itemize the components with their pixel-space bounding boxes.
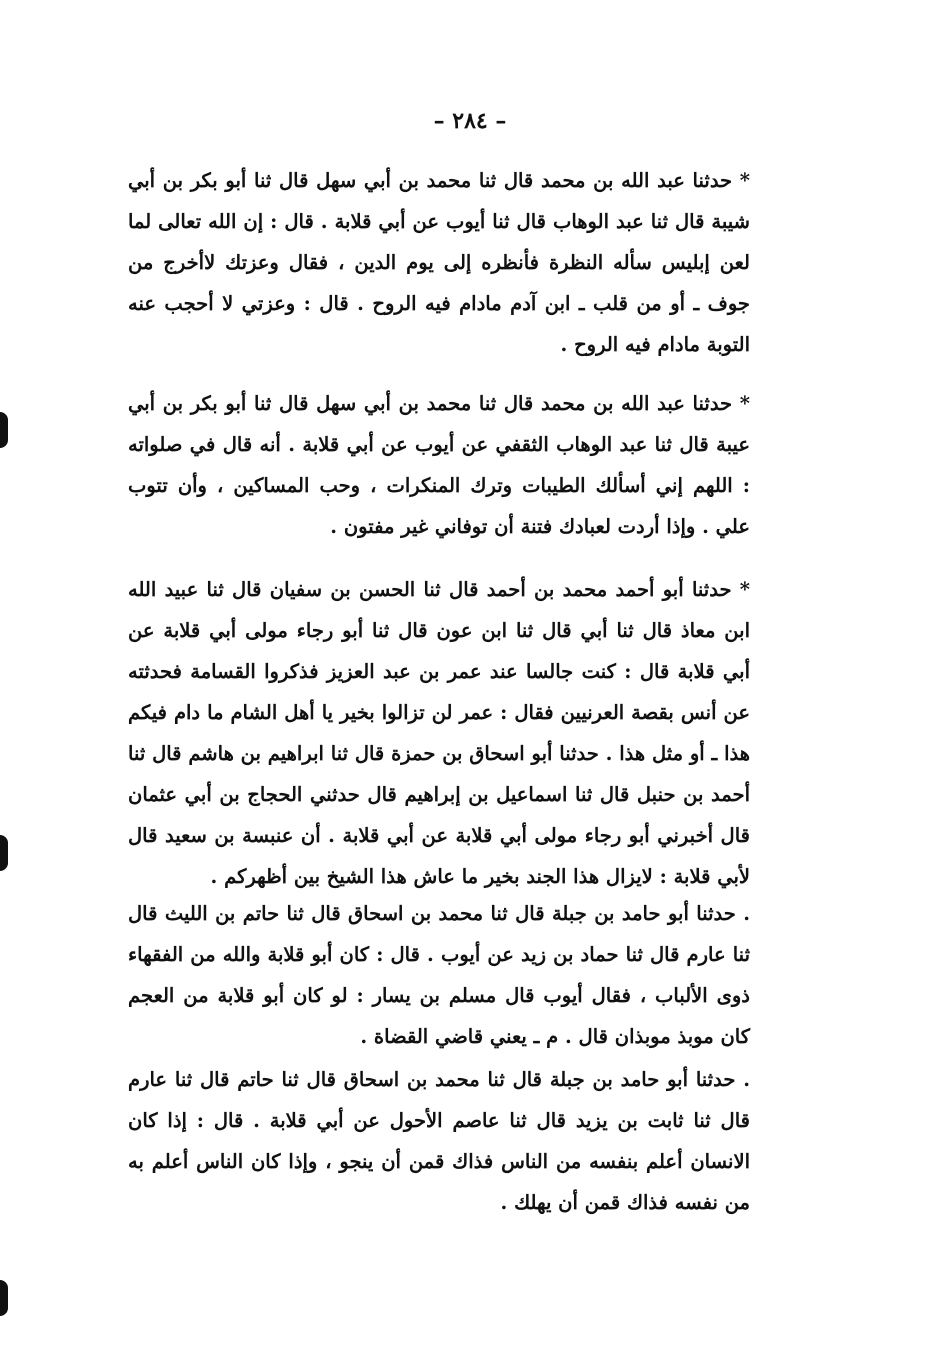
hadith-paragraph-4 (128, 893, 750, 1057)
hadith-paragraph-1 (128, 160, 750, 365)
paragraph-text: * حدثنا عبد الله بن محمد قال ثنا محمد بن أبي سهل قال ثنا أبو بكر بن أبي شيبة قال ثنا عبد الوهاب قال ثنا أيوب عن أبي قلابة . قال : إن الله تعالى لما لعن إبليس سأله النظرة فأنظره إلى يوم الدين ، فقال وعزتك لاأخرج من جوف ـ أو من قلب ـ ابن آدم مادام فيه الروح . قال : وعزتي لا أحجب عنه التوبة مادام فيه الروح . (128, 169, 750, 356)
hadith-paragraph-5 (128, 1059, 750, 1223)
binding-mark (0, 1280, 8, 1316)
hadith-paragraph-2 (128, 383, 750, 547)
binding-mark (0, 412, 8, 448)
paragraph-text: . حدثنا أبو حامد بن جبلة قال ثنا محمد بن اسحاق قال ثنا حاتم قال ثنا عارم قال ثنا ثابت بن يزيد قال ثنا عاصم الأحول عن أبي قلابة . قال : إذا كان الانسان أعلم بنفسه من الناس فذاك قمن أن ينجو ، وإذا كان الناس أعلم به من نفسه فذاك قمن أن يهلك . (128, 1068, 750, 1214)
hadith-paragraph-3 (128, 569, 750, 897)
page-number: – ٢٨٤ – (433, 108, 507, 134)
paragraph-text: . حدثنا أبو حامد بن جبلة قال ثنا محمد بن اسحاق قال ثنا حاتم بن الليث قال ثنا عارم قال ثنا حماد بن زيد عن أيوب . قال : كان أبو قلابة والله من الفقهاء ذوى الألباب ، فقال أيوب قال مسلم بن يسار : لو كان أبو قلابة من العجم كان موبذ موبذان قال . م ـ يعني قاضي القضاة . (128, 902, 750, 1048)
binding-mark (0, 835, 8, 871)
paragraph-text: * حدثنا عبد الله بن محمد قال ثنا محمد بن أبي سهل قال ثنا أبو بكر بن أبي عيبة قال ثنا عبد الوهاب الثقفي عن أيوب عن أبي قلابة . أنه قال في صلواته : اللهم إني أسألك الطيبات وترك المنكرات ، وحب المساكين ، وأن تتوب علي . وإذا أردت لعبادك فتنة أن توفاني غير مفتون . (128, 392, 750, 538)
paragraph-text: * حدثنا أبو أحمد محمد بن أحمد قال ثنا الحسن بن سفيان قال ثنا عبيد الله ابن معاذ قال ثنا أبي قال ثنا ابن عون قال ثنا أبو رجاء مولى أبي قلابة عن أبي قلابة قال : كنت جالسا عند عمر بن عبد العزيز فذكروا القسامة فحدثته عن أنس بقصة العرنيين فقال : عمر لن تزالوا بخير يا أهل الشام ما دام فيكم هذا ـ أو مثل هذا . حدثنا أبو اسحاق بن حمزة قال ثنا ابراهيم بن هاشم قال ثنا أحمد بن حنبل قال ثنا اسماعيل بن إبراهيم قال حدثني الحجاج بن أبي عثمان قال أخبرني أبو رجاء مولى أبي قلابة عن أبي قلابة . أن عنبسة بن سعيد قال لأبي قلابة : لايزال هذا الجند بخير ما عاش هذا الشيخ بين أظهركم . (128, 578, 750, 888)
